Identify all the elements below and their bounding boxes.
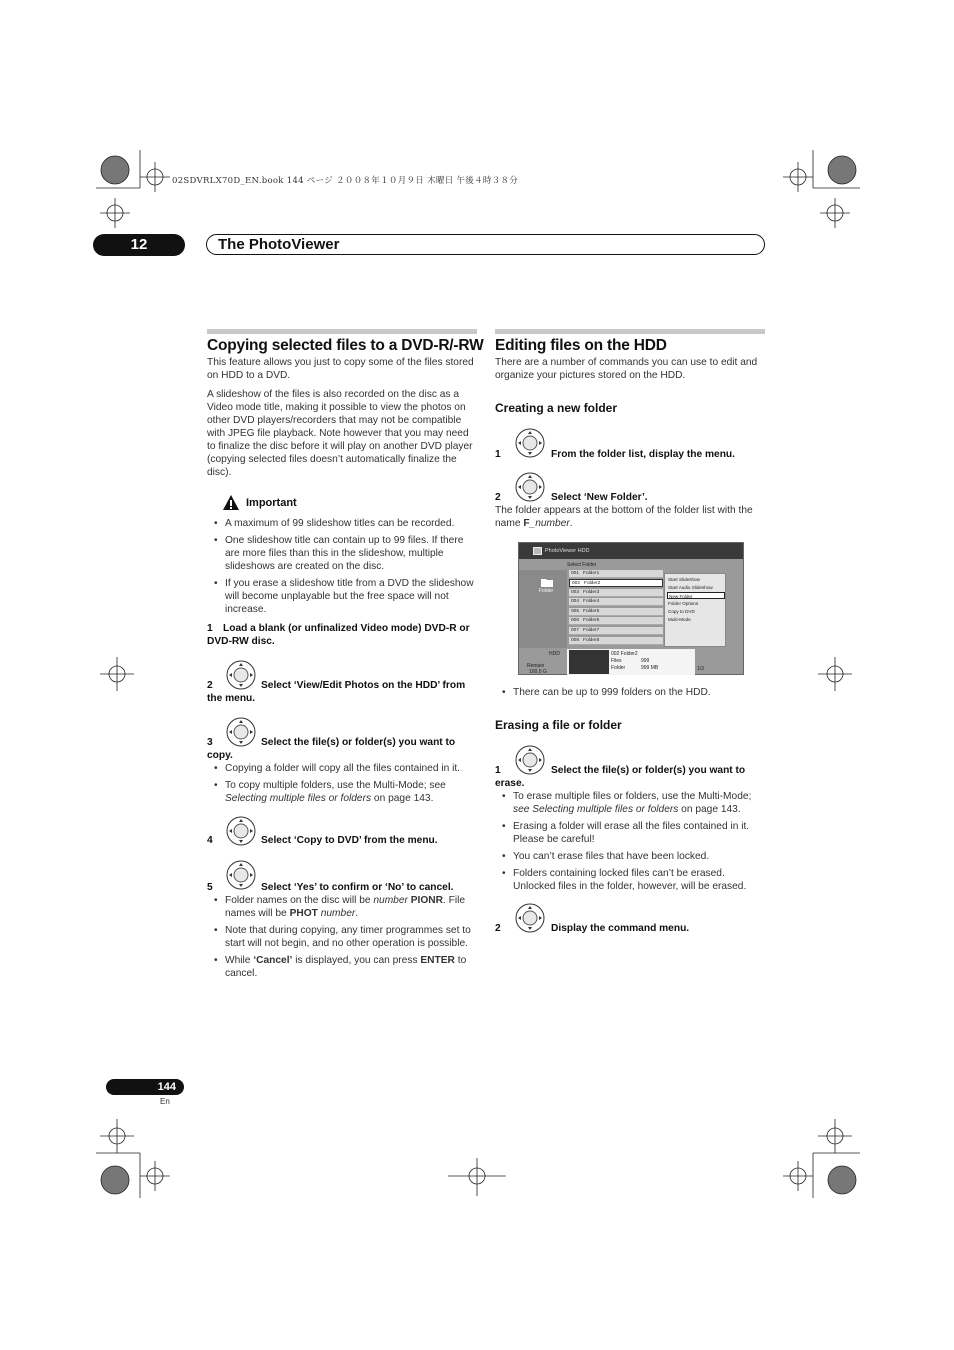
- list-item: • If you erase a slideshow title from a DVD the slideshow will become unplayable but the free space will not increase.: [207, 577, 477, 616]
- list-item: 004 Folder4: [569, 598, 663, 606]
- right-heading: Editing files on the HDD: [495, 337, 667, 354]
- list-item: • Folders containing locked files can’t be erased. Unlocked files in the folder, however, will be erased.: [495, 867, 767, 893]
- left-intro: [207, 356, 479, 485]
- left-intro-p2: A slideshow of the files is also recorded on the disc as a Video mode title, making it possible to view the photos on other DVD players/recorders that may not be compatible with JPEG file playback. Note however that you may need to finalize the disc before it will play on another DVD player (copying selected files doesn’t automatically finalize the disc).: [207, 389, 473, 478]
- step-text: Select ‘Copy to DVD’ from the menu.: [261, 835, 438, 846]
- menu-item: Multi-Mode: [668, 617, 691, 622]
- left-heading: Copying selected files to a DVD-R/-RW: [207, 337, 484, 354]
- step-text: Select the file(s) or folder(s) you want to copy.: [207, 737, 456, 761]
- warning-icon: [222, 494, 240, 511]
- step-text: Display the command menu.: [551, 923, 690, 934]
- list-item: • One slideshow title can contain up to 99 files. If there are more files than this in the slideshow, multiple slideshows are created on the disc.: [207, 534, 477, 573]
- print-header: 02SDVRLX70D_EN.book 144 ページ ２００８年１０月９日 木曜日 午後４時３８分: [172, 176, 519, 186]
- folder-icon: [541, 577, 553, 587]
- chapter-number: 12: [93, 234, 185, 256]
- menu-item: Folder Options: [668, 601, 699, 606]
- list-item: • You can’t erase files that have been locked.: [495, 850, 767, 863]
- chapter-title: The PhotoViewer: [218, 236, 340, 253]
- page-number: 144: [106, 1079, 184, 1095]
- left-step-3: [207, 736, 477, 762]
- erase-step-2: [495, 922, 767, 935]
- info-files-value: 999: [641, 658, 650, 664]
- menu-item: New Folder: [667, 592, 725, 599]
- step-number: 2: [207, 680, 213, 691]
- select-folder-label: Select Folder: [567, 562, 597, 568]
- hdd-label: HDD: [549, 651, 560, 657]
- step-number: 1: [495, 765, 501, 776]
- list-item: 003 Folder3: [569, 589, 663, 597]
- menu-item: Start Audio Slideshow: [668, 585, 713, 590]
- list-item: 005 Folder5: [569, 608, 663, 616]
- left-intro-p1: This feature allows you just to copy some of the files stored on HDD to a DVD.: [207, 357, 474, 381]
- list-item: 002 Folder2: [569, 579, 663, 587]
- step-number: 1: [495, 449, 501, 460]
- left-step-5: [207, 881, 477, 894]
- sub-heading-create-folder: Creating a new folder: [495, 401, 618, 415]
- list-item: 007 Folder7: [569, 627, 663, 635]
- command-menu: [664, 573, 726, 647]
- step-number: 1: [207, 623, 213, 634]
- step-text: Select ‘View/Edit Photos on the HDD’ from the menu.: [207, 680, 466, 704]
- remain-label: Remain: [527, 663, 545, 669]
- erase-bullets: [495, 790, 767, 897]
- list-item: 001 Folder1: [569, 570, 663, 578]
- step-number: 5: [207, 882, 213, 893]
- photo-thumbnail: [569, 650, 609, 674]
- left-step-1: [207, 622, 477, 648]
- step5-bullets: [207, 894, 479, 984]
- list-item: • A maximum of 99 slideshow titles can be recorded.: [207, 517, 477, 530]
- list-item: • Erasing a folder will erase all the files contained in it. Please be careful!: [495, 820, 767, 846]
- left-step-2: [207, 679, 477, 705]
- important-note: [222, 494, 297, 511]
- screen-title: PhotoViewer HDD: [519, 543, 743, 559]
- step-text: Load a blank (or unfinalized Video mode) DVD-R or DVD-RW disc.: [207, 623, 470, 647]
- photo-icon: [533, 547, 542, 555]
- step-number: 4: [207, 835, 213, 846]
- photoviewer-screenshot: [518, 542, 744, 675]
- page-language: En: [160, 1097, 170, 1106]
- important-list: [207, 517, 477, 620]
- list-item: • Folder names on the disc will be number PIONR. File names will be PHOT number.: [207, 894, 479, 920]
- step-text: Select ‘Yes’ to confirm or ‘No’ to cancel.: [261, 882, 454, 893]
- info-folder-name: 002 Folder2: [611, 651, 638, 657]
- folder-side-label: Folder: [539, 588, 554, 594]
- right-step-2: [495, 491, 767, 504]
- step-text: From the folder list, display the menu.: [551, 449, 735, 460]
- menu-item: Copy to DVD: [668, 609, 695, 614]
- list-item: • While ‘Cancel’ is displayed, you can press ENTER to cancel.: [207, 954, 479, 980]
- info-files-label: Files: [611, 658, 622, 664]
- step-number: 3: [207, 737, 213, 748]
- important-label: Important: [246, 496, 297, 509]
- menu-item: Start Slideshow: [668, 577, 700, 582]
- new-folder-description: The folder appears at the bottom of the folder list with the name F_number.: [495, 505, 753, 529]
- step-text: Select ‘New Folder’.: [551, 492, 648, 503]
- right-intro: There are a number of commands you can use to edit and organize your pictures stored on the HDD.: [495, 357, 758, 381]
- list-item: • Copying a folder will copy all the files contained in it.: [207, 762, 479, 775]
- info-size-label: Folder: [611, 665, 626, 671]
- erase-step-1: [495, 764, 767, 790]
- right-section-rule: [495, 329, 765, 334]
- page-indicator: 1/3: [697, 666, 704, 672]
- list-item: • There can be up to 999 folders on the HDD.: [495, 686, 767, 699]
- create-folder-bullets: [495, 686, 767, 703]
- info-size-value: 999 MB: [641, 665, 659, 671]
- list-item: • To erase multiple files or folders, use the Multi-Mode; see Selecting multiple files or folders on page 143.: [495, 790, 767, 816]
- list-item: 008 Folder8: [569, 637, 663, 645]
- remain-value: 100.0 G: [529, 669, 547, 675]
- step3-bullets: [207, 762, 479, 809]
- sub-heading-erase: Erasing a file or folder: [495, 718, 622, 732]
- left-step-4: [207, 834, 477, 847]
- list-item: • To copy multiple folders, use the Multi-Mode; see Selecting multiple files or folders on page 143.: [207, 779, 479, 805]
- left-section-rule: [207, 329, 477, 334]
- list-item: • Note that during copying, any timer programmes set to start will not begin, and no other operation is possible.: [207, 924, 479, 950]
- step-number: 2: [495, 923, 501, 934]
- step-number: 2: [495, 492, 501, 503]
- right-step-1: [495, 448, 767, 461]
- step-text: Select the file(s) or folder(s) you want to erase.: [495, 765, 746, 789]
- list-item: 006 Folder6: [569, 617, 663, 625]
